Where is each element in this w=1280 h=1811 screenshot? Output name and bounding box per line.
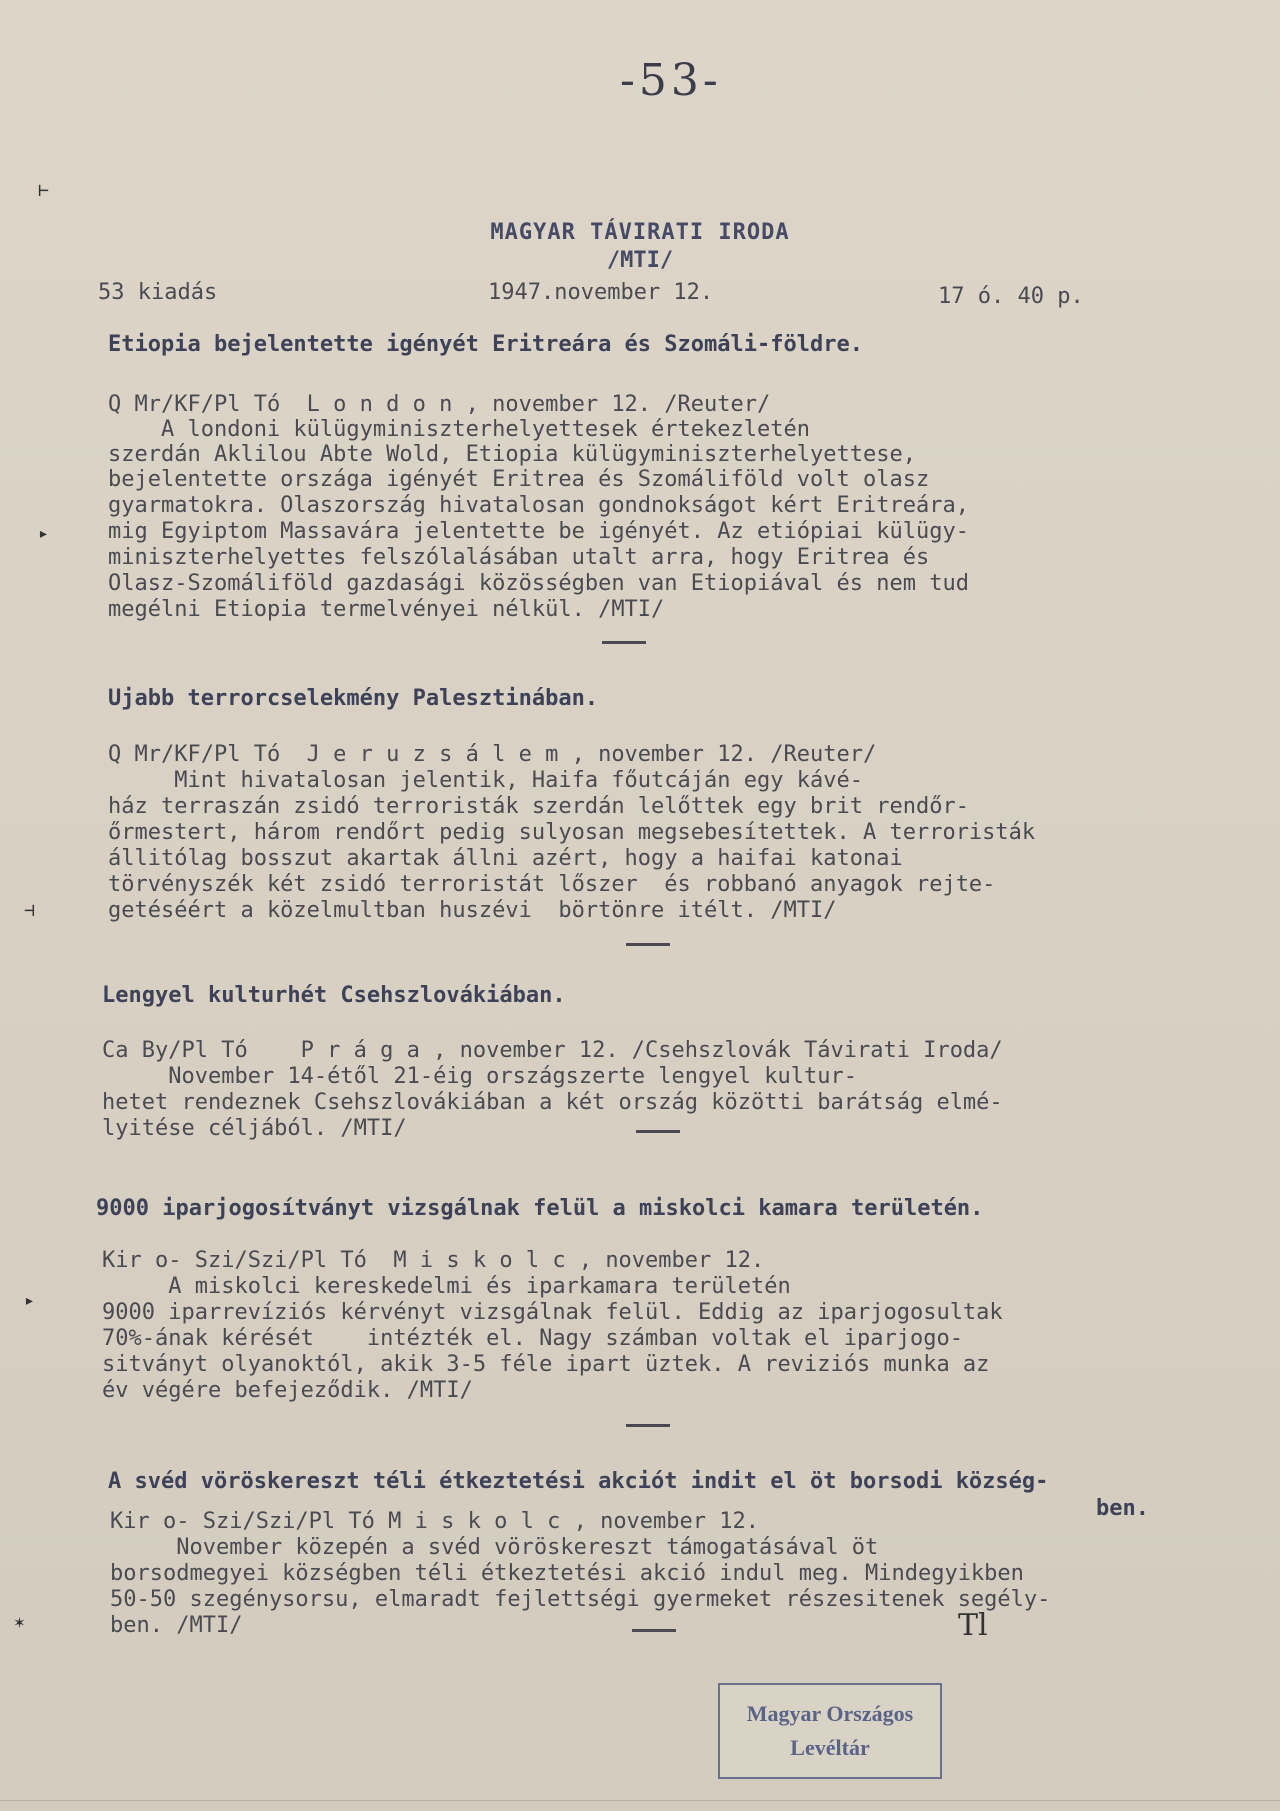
handwritten-initials: Tl xyxy=(958,1608,988,1643)
margin-tick-mark: ⊢ xyxy=(38,180,49,201)
article-body-line: November közepén a svéd vöröskereszt támogatásával öt xyxy=(110,1535,879,1560)
article-body-line: Olasz-Szomáliföld gazdasági közösségben van Etiopiával és nem tud xyxy=(108,571,969,596)
article-body-line: Mint hivatalosan jelentik, Haifa főutcáján egy kávé- xyxy=(108,768,863,793)
article-headline: 9000 iparjogosítványt vizsgálnak felül a miskolci kamara területén. xyxy=(96,1196,984,1221)
article-body-line: gyarmatokra. Olaszország hivatalosan gondnokságot kért Eritreára, xyxy=(108,493,969,518)
article-body-line: megélni Etiopia termelvényei nélkül. /MTI/ xyxy=(108,597,665,622)
article-body-line: getéséért a közelmultban huszévi börtönre itélt. /MTI/ xyxy=(108,898,837,923)
margin-arrow-icon: ▸ xyxy=(38,523,49,544)
issue-number: 53 kiadás xyxy=(98,280,218,305)
article-body-line: A londoni külügyminiszterhelyettesek értekezletén xyxy=(108,417,810,442)
article-headline: Ujabb terrorcselekmény Palesztinában. xyxy=(108,686,599,711)
article-body-line: 70%-ának kérését intézték el. Nagy számban voltak el iparjogo- xyxy=(102,1326,963,1351)
article-body-line: ház terraszán zsidó terroristák szerdán lelőttek egy brit rendőr- xyxy=(108,794,969,819)
article-body-line: mig Egyiptom Massavára jelentette be igényét. Az etiópiai külügy- xyxy=(108,519,969,544)
article-dateline: Ca By/Pl Tó P r á g a , november 12. /Csehszlovák Távirati Iroda/ xyxy=(102,1038,1003,1063)
article-body-line: őrmestert, három rendőrt pedig sulyosan megsebesítettek. A terroristák xyxy=(108,820,1036,845)
section-divider xyxy=(636,1130,680,1133)
article-body-line: miniszterhelyettes felszólalásában utalt arra, hogy Eritrea és xyxy=(108,545,930,570)
article-body-line: November 14-étől 21-éig országszerte lengyel kultur- xyxy=(102,1064,857,1089)
page-number: -53- xyxy=(620,55,722,106)
article-body-line: szerdán Aklilou Abte Wold, Etiopia külügyminiszterhelyettese, xyxy=(108,442,916,467)
article-headline: A svéd vöröskereszt téli étkeztetési akciót indit el öt borsodi község- xyxy=(108,1469,1049,1494)
article-body-line: hetet rendeznek Csehszlovákiában a két ország közötti barátság elmé- xyxy=(102,1090,1003,1115)
article-body-line: A miskolci kereskedelmi és iparkamara területén xyxy=(102,1274,791,1299)
page-edge xyxy=(0,1800,1280,1801)
article-headline: Lengyel kulturhét Csehszlovákiában. xyxy=(102,983,566,1008)
article-body-line: 50-50 szegénysorsu, elmaradt fejlettségi gyermeket részesitenek segély- xyxy=(110,1587,1051,1612)
article-body-line: sitványt olyanoktól, akik 3-5 féle ipart üztek. A reviziós munka az xyxy=(102,1352,990,1377)
section-divider xyxy=(626,943,670,946)
article-headline-continuation: ben. xyxy=(1096,1496,1149,1521)
article-dateline: Q Mr/KF/Pl Tó L o n d o n , november 12. /Reuter/ xyxy=(108,392,771,417)
margin-tick-mark: ⊣ xyxy=(24,900,35,921)
article-body-line: év végére befejeződik. /MTI/ xyxy=(102,1378,473,1403)
article-body-line: 9000 iparrevíziós kérvényt vizsgálnak felül. Eddig az iparjogosultak xyxy=(102,1300,1003,1325)
agency-name: MAGYAR TÁVIRATI IRODA xyxy=(490,220,790,245)
article-body-line: ben. /MTI/ xyxy=(110,1613,243,1638)
article-dateline: Kir o- Szi/Szi/Pl Tó M i s k o l c , november 12. xyxy=(102,1248,765,1273)
archive-stamp xyxy=(718,1683,942,1779)
article-body-line: lyitése céljából. /MTI/ xyxy=(102,1116,407,1141)
issue-time: 17 ó. 40 p. xyxy=(938,284,1084,309)
margin-arrow-icon: ▸ xyxy=(24,1290,35,1311)
article-dateline: Q Mr/KF/Pl Tó J e r u z s á l e m , november 12. /Reuter/ xyxy=(108,742,877,767)
article-body-line: borsodmegyei községben téli étkeztetési akció indul meg. Mindegyikben xyxy=(110,1561,1024,1586)
section-divider xyxy=(632,1629,676,1632)
section-divider xyxy=(626,1424,670,1427)
article-body-line: állitólag bosszut akartak állni azért, hogy a haifai katonai xyxy=(108,846,903,871)
stamp-line-1: Magyar Országos xyxy=(746,1701,914,1726)
stamp-line-2: Levéltár xyxy=(790,1735,870,1760)
article-dateline: Kir o- Szi/Szi/Pl Tó M i s k o l c , november 12. xyxy=(110,1509,760,1534)
section-divider xyxy=(602,641,646,644)
article-body-line: bejelentette országa igényét Eritrea és Szomáliföld volt olasz xyxy=(108,467,930,492)
agency-abbreviation: /MTI/ xyxy=(606,248,674,273)
article-headline: Etiopia bejelentette igényét Eritreára és Szomáli-földre. xyxy=(108,332,863,357)
issue-date: 1947.november 12. xyxy=(488,280,714,305)
margin-star-icon: ✶ xyxy=(14,1612,25,1633)
article-body-line: törvényszék két zsidó terroristát lőszer és robbanó anyagok rejte- xyxy=(108,872,996,897)
